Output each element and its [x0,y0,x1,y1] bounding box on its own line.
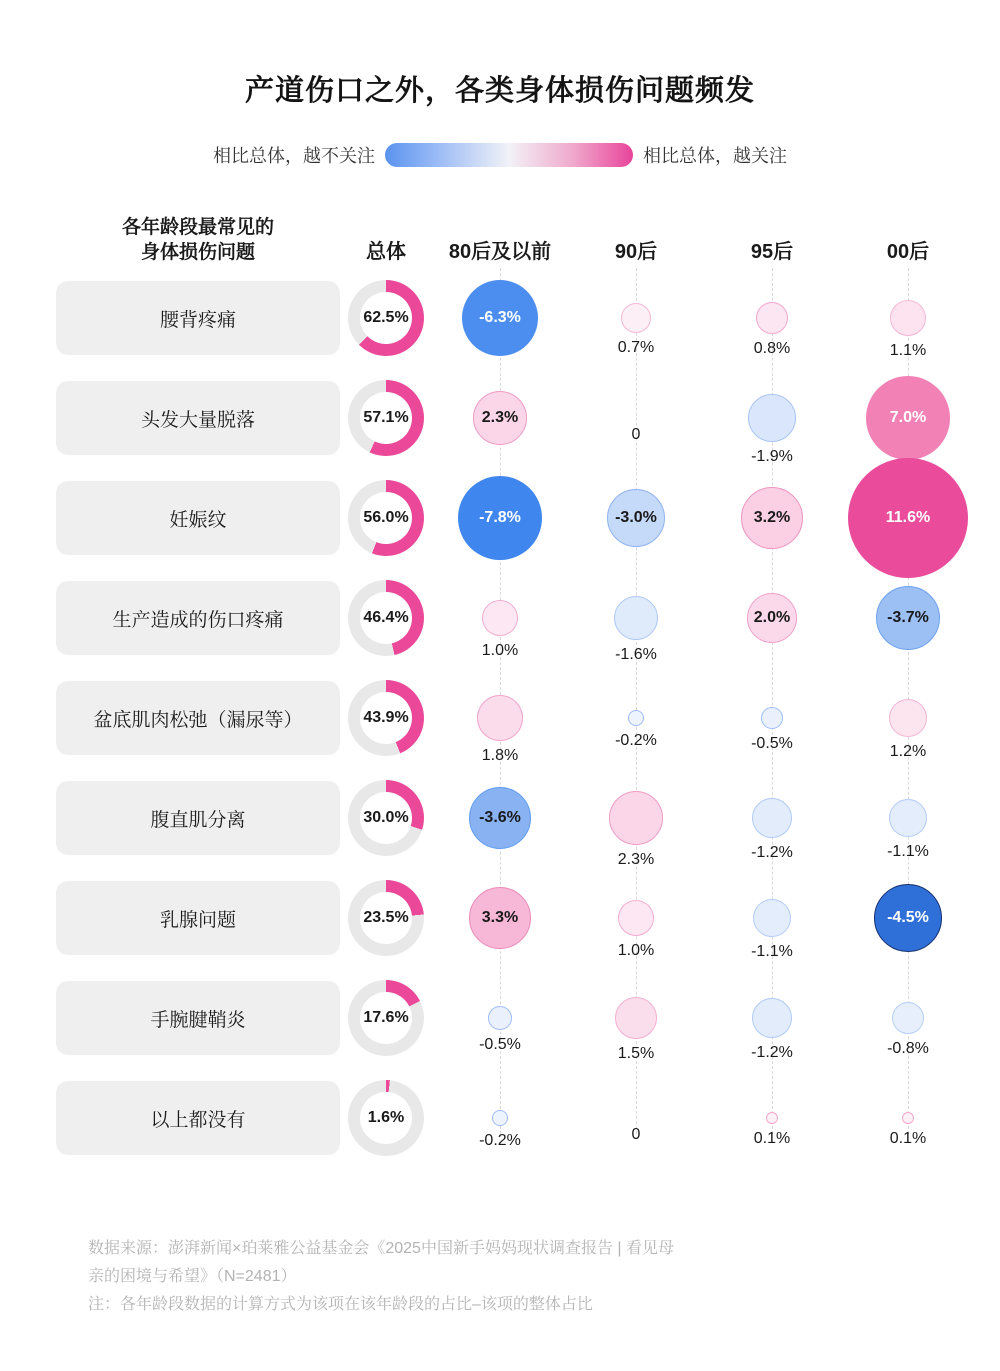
bubble [473,391,527,445]
bubble-cell [704,1068,840,1168]
bubble-cell [568,1068,704,1168]
bubble-cell [840,668,976,768]
donut-chart [348,880,424,956]
column-header-category-line1: 各年龄段最常见的 [121,216,274,238]
row-label: 盆底肌肉松弛（漏尿等） [56,681,340,755]
bubble-value: 0 [631,426,641,443]
bubble [892,1002,924,1034]
bubble-value: 1.0% [481,642,519,659]
row-label: 妊娠纹 [56,481,340,555]
total-value: 30.0% [363,809,409,826]
bubble-cell [432,568,568,668]
bubble-cell [840,968,976,1068]
bubble [902,1112,914,1124]
bubble [890,300,926,336]
bubble-cell [704,968,840,1068]
bubble-cell [704,268,840,368]
bubble [628,710,644,726]
bubble-value: 0 [631,1126,641,1143]
bubble-value: -4.5% [887,909,929,926]
bubble-value: 0.1% [753,1130,791,1147]
bubble-value: -7.8% [479,509,521,526]
bubble [482,600,518,636]
legend [0,142,1000,168]
bubble-value: -1.1% [751,943,793,960]
bubble [458,476,542,560]
total-value: 46.4% [363,609,409,626]
table-row [56,568,944,668]
bubble-cell [568,768,704,868]
bubble-cell [432,1068,568,1168]
table-row [56,468,944,568]
total-cell [340,380,432,456]
bubble-cell [840,368,976,468]
bubble-value: 2.0% [753,609,791,626]
bubble-cell [432,668,568,768]
table-row [56,1068,944,1168]
total-cell [340,880,432,956]
bubble-cell [432,468,568,568]
bubble-value: 0.1% [889,1130,927,1147]
bubble-cell [840,468,976,568]
bubble [748,394,796,442]
donut-chart [348,1080,424,1156]
total-value: 57.1% [363,409,409,426]
bubble-value: 2.3% [617,851,655,868]
bubble [752,998,792,1038]
bubble-cell [704,368,840,468]
bubble-cell [840,768,976,868]
bubble-cell [704,568,840,668]
bubble-cell [568,568,704,668]
bubble [488,1006,512,1030]
bubble [876,586,940,650]
bubble-value: 7.0% [889,409,927,426]
table-row [56,368,944,468]
bubble-cell [704,668,840,768]
bubble [753,899,791,937]
bubble [874,884,942,952]
footer-line-3: 注：各年龄段数据的计算方式为该项在该年龄段的占比–该项的整体占比 [88,1296,593,1313]
bubble-value: -1.6% [615,646,657,663]
footer-line-2: 亲的困境与希望》（N=2481） [88,1268,297,1285]
bubble-cell [432,768,568,868]
bubble-cell [840,268,976,368]
table-row [56,968,944,1068]
total-value: 23.5% [363,909,409,926]
total-cell [340,480,432,556]
bubble-cell [568,868,704,968]
bubble [752,798,792,838]
bubble [756,302,788,334]
bubble [766,1112,778,1124]
bubble-value: 1.2% [889,743,927,760]
row-label: 头发大量脱落 [56,381,340,455]
page-title: 产道伤口之外，各类身体损伤问题频发 [244,75,755,107]
total-value: 43.9% [363,709,409,726]
table-row [56,268,944,368]
bubble-cell [432,268,568,368]
total-cell [340,980,432,1056]
donut-chart [348,780,424,856]
bubble-cell [568,668,704,768]
bubble [614,596,658,640]
column-header-age-2: 95后 [750,241,794,263]
bubble-value: -0.2% [615,732,657,749]
bubble-value: 0.8% [753,340,791,357]
bubble-value: -1.2% [751,1044,793,1061]
bubble-value: -3.0% [615,509,657,526]
bubble-value: 1.1% [889,342,927,359]
chart-rows [56,268,944,1168]
row-label: 手腕腱鞘炎 [56,981,340,1055]
table-row [56,768,944,868]
bubble-value: -3.7% [887,609,929,626]
donut-chart [348,580,424,656]
legend-left-label: 相比总体，越不关注 [213,146,375,166]
bubble-value: -1.2% [751,844,793,861]
donut-chart [348,380,424,456]
row-label: 生产造成的伤口疼痛 [56,581,340,655]
bubble-value: -0.2% [479,1132,521,1149]
bubble-cell [704,468,840,568]
bubble-value: 1.0% [617,942,655,959]
bubble-value: 2.3% [481,409,519,426]
column-header-total: 总体 [366,241,406,263]
footer-notes [88,1235,940,1319]
bubble-cell [432,868,568,968]
footer-line-1: 数据来源：澎湃新闻×珀莱雅公益基金会《2025中国新手妈妈现状调查报告 | 看见母 [88,1240,674,1257]
bubble-cell [840,868,976,968]
bubble [618,900,654,936]
bubble-cell [568,968,704,1068]
total-cell [340,680,432,756]
bubble [477,695,523,741]
total-cell [340,1080,432,1156]
bubble-cell [840,1068,976,1168]
bubble [492,1110,508,1126]
bubble [761,707,783,729]
column-header-age-3: 00后 [886,241,930,263]
bubble-cell [432,968,568,1068]
bubble [607,489,665,547]
bubble-value: -6.3% [479,309,521,326]
bubble [889,699,927,737]
legend-gradient-bar [385,143,633,167]
table-row [56,868,944,968]
bubble [889,799,927,837]
total-cell [340,780,432,856]
bubble [747,593,797,643]
bubble [741,487,803,549]
total-value: 56.0% [363,509,409,526]
total-cell [340,580,432,656]
column-header-age-0: 80后及以前 [448,241,552,263]
bubble-value: 0.7% [617,339,655,356]
total-value: 62.5% [363,309,409,326]
bubble-value: -0.8% [887,1040,929,1057]
chart-grid [0,210,1000,1168]
column-header-age-1: 90后 [614,241,658,263]
row-label: 腰背疼痛 [56,281,340,355]
bubble [609,791,663,845]
total-value: 1.6% [367,1109,405,1126]
bubble [621,303,651,333]
row-label: 腹直肌分离 [56,781,340,855]
donut-chart [348,980,424,1056]
column-header-category-line2: 身体损伤问题 [140,242,255,264]
bubble-cell [840,568,976,668]
bubble-cell [568,468,704,568]
bubble-cell [432,368,568,468]
bubble-cell [704,768,840,868]
total-cell [340,280,432,356]
donut-chart [348,680,424,756]
bubble [866,376,950,460]
total-value: 17.6% [363,1009,409,1026]
bubble-value: -1.9% [751,448,793,465]
bubble [848,458,968,578]
bubble-value: -1.1% [887,843,929,860]
donut-chart [348,280,424,356]
row-label: 乳腺问题 [56,881,340,955]
bubble-cell [568,368,704,468]
bubble [469,787,531,849]
bubble-value: 1.8% [481,747,519,764]
bubble [615,997,657,1039]
bubble-value: -0.5% [479,1036,521,1053]
bubble-value: 3.3% [481,909,519,926]
bubble-value: 11.6% [885,509,931,526]
bubble-value: -3.6% [479,809,521,826]
legend-right-label: 相比总体，越关注 [643,146,787,166]
table-row [56,668,944,768]
bubble [469,887,531,949]
bubble-cell [704,868,840,968]
donut-chart [348,480,424,556]
bubble-value: 1.5% [617,1045,655,1062]
header-row [56,210,944,268]
row-label: 以上都没有 [56,1081,340,1155]
column-header-category [56,215,340,268]
bubble-value: 3.2% [753,509,791,526]
bubble [462,280,538,356]
bubble-cell [568,268,704,368]
bubble-value: -0.5% [751,735,793,752]
